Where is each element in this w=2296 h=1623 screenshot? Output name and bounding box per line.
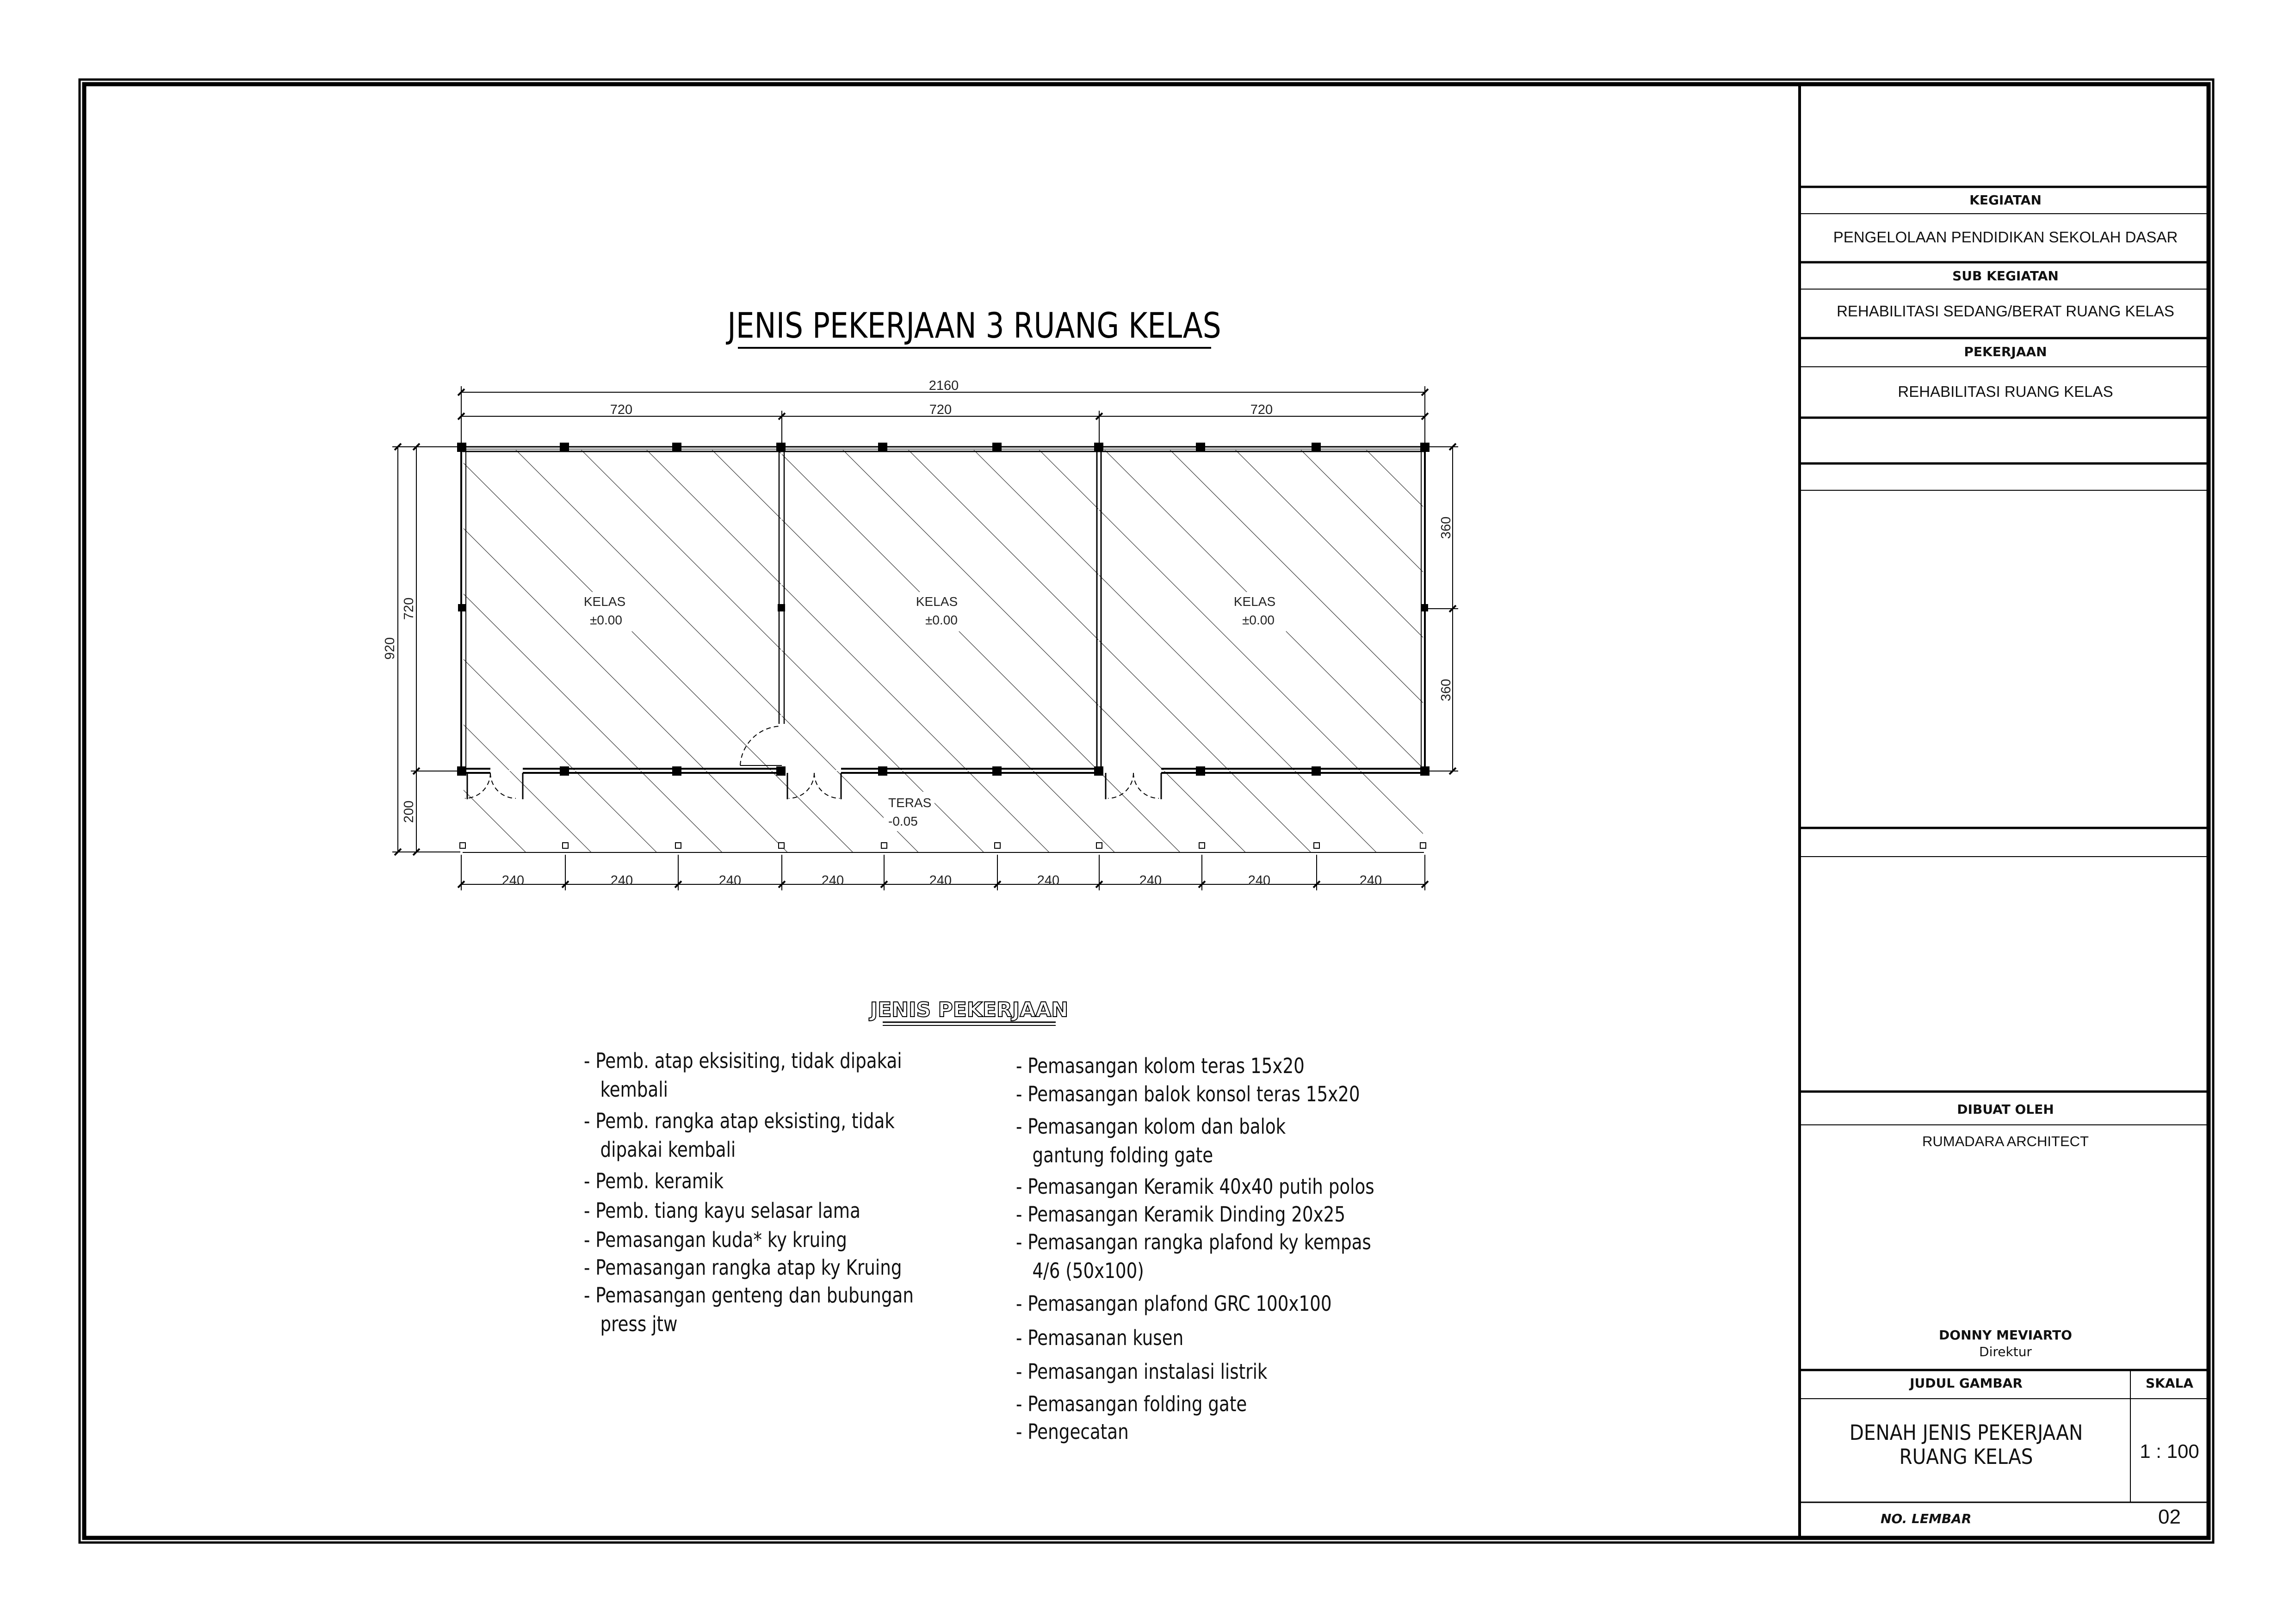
dim-bottom-5: 240 — [929, 873, 952, 888]
judul-gambar-value: DENAH JENIS PEKERJAAN RUANG KELAS — [1849, 1420, 2083, 1469]
note-right-4: - Pemasangan Keramik 40x40 putih polos — [1016, 1174, 1374, 1199]
note-left-3: - Pemb. keramik — [584, 1169, 724, 1193]
dim-overall-width: 2160 — [928, 378, 959, 393]
dim-left-room: 720 — [402, 597, 416, 620]
floor-plan — [457, 443, 1430, 852]
dim-bottom-9: 240 — [1359, 873, 1382, 888]
room-3-level: ±0.00 — [1242, 613, 1275, 627]
note-right-7: - Pemasangan plafond GRC 100x100 — [1016, 1291, 1332, 1316]
dim-bottom-8: 240 — [1248, 873, 1271, 888]
sub-kegiatan-label: SUB KEGIATAN — [1952, 268, 2059, 284]
terrace-level: -0.05 — [888, 814, 918, 828]
dim-bottom-3: 240 — [718, 873, 742, 888]
note-right-1: - Pemasangan kolom teras 15x20 — [1016, 1054, 1305, 1078]
pekerjaan-value: REHABILITASI RUANG KELAS — [1898, 383, 2113, 400]
dibuat-oleh-label: DIBUAT OLEH — [1957, 1102, 2054, 1117]
note-left-2: - Pemb. rangka atap eksisting, tidak dipakai kembali — [584, 1109, 895, 1162]
dim-bottom-1: 240 — [501, 873, 525, 888]
note-right-3: - Pemasangan kolom dan balok gantung folding gate — [1016, 1114, 1286, 1167]
note-left-4: - Pemb. tiang kayu selasar lama — [584, 1198, 860, 1223]
no-lembar-value: 02 — [2158, 1506, 2181, 1528]
signatory-role: Direktur — [1979, 1344, 2032, 1359]
kegiatan-value: PENGELOLAAN PENDIDIKAN SEKOLAH DASAR — [1833, 228, 2178, 246]
dibuat-oleh-value: RUMADARA ARCHITECT — [1922, 1133, 2089, 1149]
signatory-name: DONNY MEVIARTO — [1939, 1327, 2072, 1343]
terrace-name: TERAS — [888, 796, 932, 810]
judul-gambar-label: JUDUL GAMBAR — [1910, 1376, 2023, 1391]
dim-bay-1: 720 — [610, 402, 633, 417]
dim-left-terrace: 200 — [402, 800, 416, 823]
dim-right-lower: 360 — [1439, 679, 1454, 702]
room-2-level: ±0.00 — [925, 613, 958, 627]
skala-value: 1 : 100 — [2140, 1440, 2199, 1462]
note-right-6: - Pemasangan rangka plafond ky kempas 4/6 (50x100) — [1016, 1230, 1371, 1283]
sub-kegiatan-value: REHABILITASI SEDANG/BERAT RUANG KELAS — [1837, 302, 2174, 320]
note-right-5: - Pemasangan Keramik Dinding 20x25 — [1016, 1202, 1346, 1227]
dim-bottom-6: 240 — [1037, 873, 1060, 888]
note-left-6: - Pemasangan rangka atap ky Kruing — [584, 1255, 902, 1280]
note-right-2: - Pemasangan balok konsol teras 15x20 — [1016, 1082, 1360, 1106]
pekerjaan-label: PEKERJAAN — [1964, 344, 2047, 359]
note-left-1: - Pemb. atap eksisiting, tidak dipakai kembali — [584, 1049, 902, 1102]
skala-label: SKALA — [2145, 1376, 2194, 1391]
dim-left-overall: 920 — [383, 637, 397, 660]
room-1-level: ±0.00 — [590, 613, 622, 627]
note-right-8: - Pemasanan kusen — [1016, 1326, 1184, 1350]
note-right-11: - Pengecatan — [1016, 1419, 1129, 1444]
note-right-10: - Pemasangan folding gate — [1016, 1392, 1247, 1416]
kegiatan-label: KEGIATAN — [1969, 192, 2042, 208]
dim-bottom-4: 240 — [821, 873, 844, 888]
note-right-9: - Pemasangan instalasi listrik — [1016, 1359, 1268, 1384]
no-lembar-label: NO. LEMBAR — [1881, 1511, 1972, 1526]
dim-bottom-2: 240 — [610, 873, 633, 888]
note-left-5: - Pemasangan kuda* ky kruing — [584, 1228, 847, 1252]
room-3-name: KELAS — [1233, 594, 1276, 609]
note-left-7: - Pemasangan genteng dan bubungan press jtw — [584, 1283, 914, 1336]
room-2-name: KELAS — [916, 594, 958, 609]
terrace-hatch — [464, 771, 1423, 852]
room-1-name: KELAS — [583, 594, 626, 609]
dim-bay-2: 720 — [929, 402, 952, 417]
dim-bottom-7: 240 — [1139, 873, 1162, 888]
notes-heading: JENIS PEKERJAAN — [870, 998, 1069, 1022]
dim-right-upper: 360 — [1439, 516, 1454, 539]
dim-bay-3: 720 — [1250, 402, 1273, 417]
drawing-title: JENIS PEKERJAAN 3 RUANG KELAS — [727, 305, 1221, 346]
